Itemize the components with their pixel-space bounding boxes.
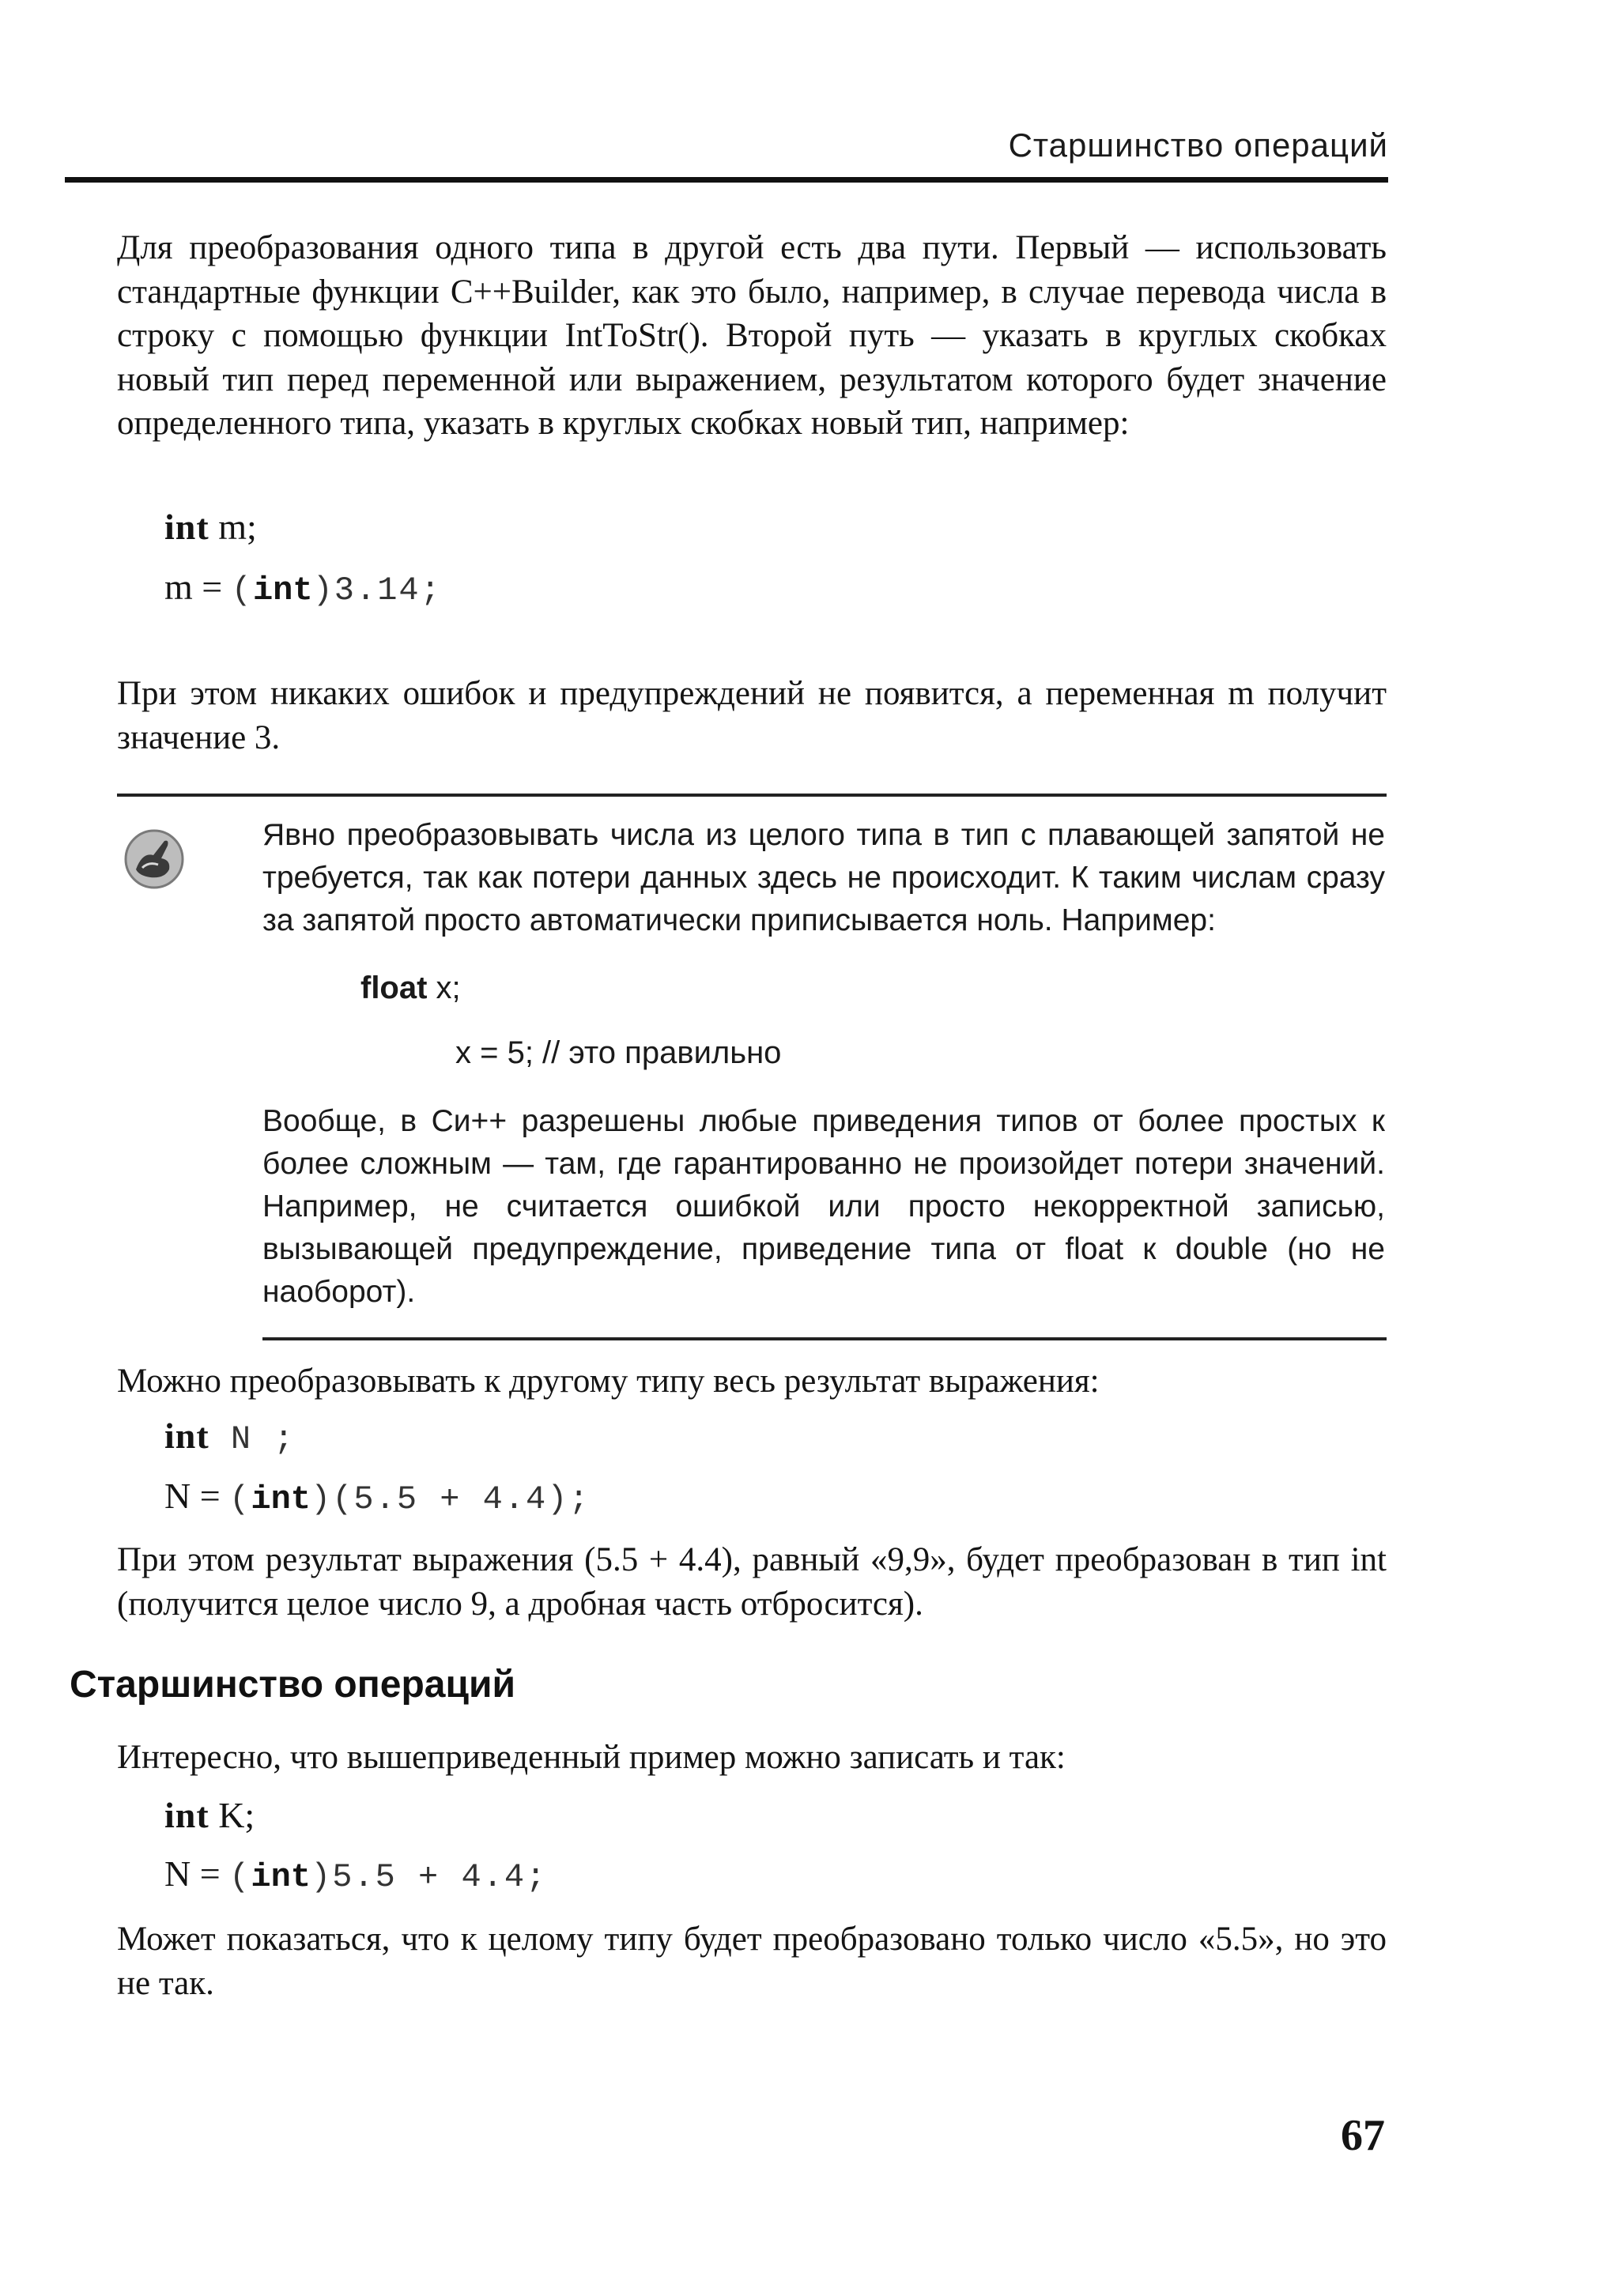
code-text: K; [209, 1795, 255, 1835]
code-text: ( [229, 1858, 251, 1896]
note-text: Вообще, в Си++ разрешены любые приведения типов от более простых к более сложным — там, где гарантированно не произойдет потери значений. Например, не считается ошибкой или просто некорректной записью, вызывающей предупреждение, приведение типа от float к double (но не наоборот). [262, 1104, 1385, 1309]
note-code-line: x = 5; // это правильно [455, 1035, 782, 1070]
intro-paragraph: Для преобразования одного типа в другой есть два пути. Первый — использовать стандартные функции C++Builder, как это было, например, в случае перевода числа в строку с помощью функции IntToStr(). Второй путь — указать в круглых скобках новый тип перед переменной или выражением, результатом которого будет значение определенного типа, указать в круглых скобках новый тип, например: [117, 229, 1387, 442]
note-code-line [360, 971, 461, 1006]
code-line [164, 506, 257, 548]
paragraph: При этом никаких ошибок и предупреждений не появится, а переменная m получит значение 3. [117, 675, 1387, 756]
section-heading: Старшинство операций [70, 1664, 515, 1706]
code-keyword: int [251, 1858, 311, 1896]
code-line [164, 1475, 591, 1518]
code-text: )3.14; [312, 571, 442, 609]
code-keyword: int [252, 571, 313, 609]
code-line [164, 566, 442, 609]
code-keyword: int [251, 1480, 311, 1518]
paragraph: Можно преобразовывать к другому типу весь результат выражения: [117, 1363, 1100, 1400]
code-keyword: float [360, 971, 428, 1005]
note-text: Явно преобразовывать числа из целого типа в тип с плавающей запятой не требуется, так как потери данных здесь не происходит. К таким числам сразу за запятой просто автоматически приписывается ноль. Например: [262, 818, 1385, 937]
note-top-rule [117, 794, 1387, 797]
note-bottom-rule [262, 1337, 1387, 1340]
code-text: m = [164, 567, 232, 607]
code-text: m; [209, 507, 257, 547]
note-hand-icon [119, 824, 190, 895]
code-keyword: int [164, 1416, 209, 1456]
paragraph: Интересно, что вышеприведенный пример можно записать и так: [117, 1739, 1066, 1776]
header-rule [65, 177, 1388, 183]
code-line [164, 1853, 547, 1896]
paragraph: При этом результат выражения (5.5 + 4.4), равный «9,9», будет преобразован в тип int (получится целое число 9, а дробная часть отбросится). [117, 1541, 1387, 1623]
paragraph: Может показаться, что к целому типу будет преобразовано только число «5.5», но это не так. [117, 1921, 1387, 2002]
code-text: N = [164, 1476, 230, 1516]
code-text: ( [231, 571, 253, 609]
code-text: N ; [209, 1420, 296, 1458]
code-text: x; [427, 971, 461, 1005]
code-text: N = [164, 1853, 230, 1894]
code-text: ( [229, 1480, 251, 1518]
page-number: 67 [1341, 2111, 1385, 2160]
running-header: Старшинство операций [1008, 126, 1388, 164]
code-text: )5.5 + 4.4; [311, 1858, 548, 1896]
code-line [164, 1415, 296, 1458]
code-line [164, 1794, 255, 1836]
code-keyword: int [164, 507, 209, 547]
code-keyword: int [164, 1795, 209, 1835]
code-text: )(5.5 + 4.4); [311, 1480, 591, 1518]
